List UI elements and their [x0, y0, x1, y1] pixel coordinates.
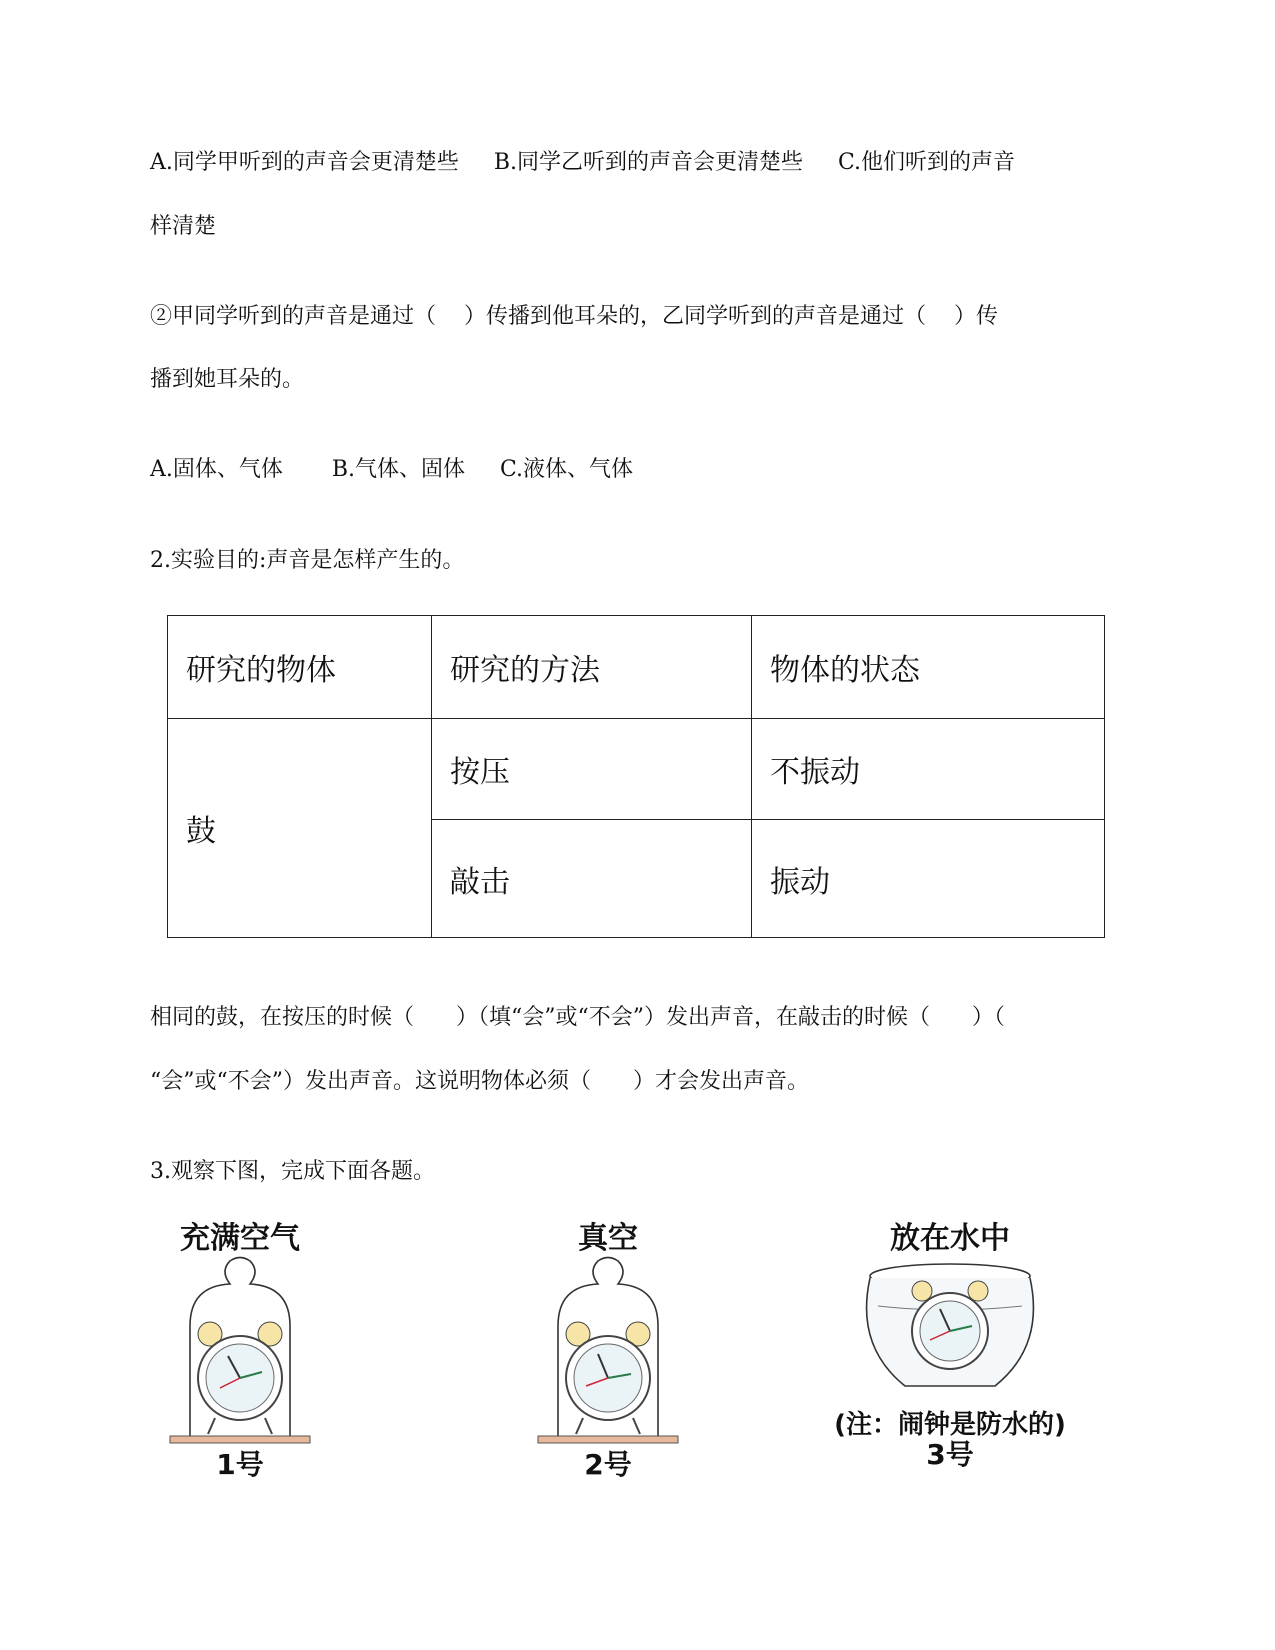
q2-fill-in-continued: “会”或“不会”）发出声音。这说明物体必须（ ）才会发出声音。: [150, 1069, 809, 1094]
water-bowl-alarm-clock-icon: [800, 1256, 1100, 1406]
table-cell-method: 按压: [432, 719, 752, 820]
bell-jar-alarm-clock-icon: [160, 1256, 320, 1446]
q1-subquestion-2-options: A.固体、气体 B.气体、固体 C.液体、气体: [150, 457, 634, 482]
figure-3-title: 放在水中: [890, 1221, 1010, 1256]
q1-subquestion-2: ②甲同学听到的声音是通过（ ）传播到他耳朵的，乙同学听到的声音是通过（ ）传: [150, 304, 998, 329]
figure-2-label: 2号: [584, 1448, 632, 1481]
figure-3-label: 3号: [926, 1438, 974, 1471]
table-cell-method: 敲击: [432, 820, 752, 938]
experiment-table: [167, 615, 1105, 938]
table-header: 研究的方法: [432, 616, 752, 719]
table-header: 研究的物体: [168, 616, 432, 719]
q2-fill-in: 相同的鼓，在按压的时候（ ）（填“会”或“不会”）发出声音，在敲击的时候（ ）（: [150, 1005, 1005, 1030]
figure-3: [800, 1222, 1100, 1470]
figure-1: [160, 1222, 320, 1480]
vacuum-jar-alarm-clock-icon: [528, 1256, 688, 1446]
figure-2-title: 真空: [578, 1221, 638, 1256]
q1-subquestion-2-continued: 播到她耳朵的。: [150, 367, 305, 392]
q3-title: 3.观察下图，完成下面各题。: [150, 1159, 435, 1184]
figure-1-label: 1号: [216, 1448, 264, 1481]
table-cell-state: 不振动: [752, 719, 1105, 820]
figure-2: [528, 1222, 688, 1480]
q1-options-continued: 样清楚: [150, 214, 217, 239]
table-cell-object: 鼓: [168, 719, 432, 938]
figure-3-note: (注：闹钟是防水的): [834, 1410, 1066, 1440]
table-cell-state: 振动: [752, 820, 1105, 938]
figure-1-title: 充满空气: [180, 1221, 300, 1256]
table-header: 物体的状态: [752, 616, 1105, 719]
q1-options: A.同学甲听到的声音会更清楚些 B.同学乙听到的声音会更清楚些 C.他们听到的声音: [150, 150, 1016, 175]
q2-title: 2.实验目的:声音是怎样产生的。: [150, 548, 465, 573]
